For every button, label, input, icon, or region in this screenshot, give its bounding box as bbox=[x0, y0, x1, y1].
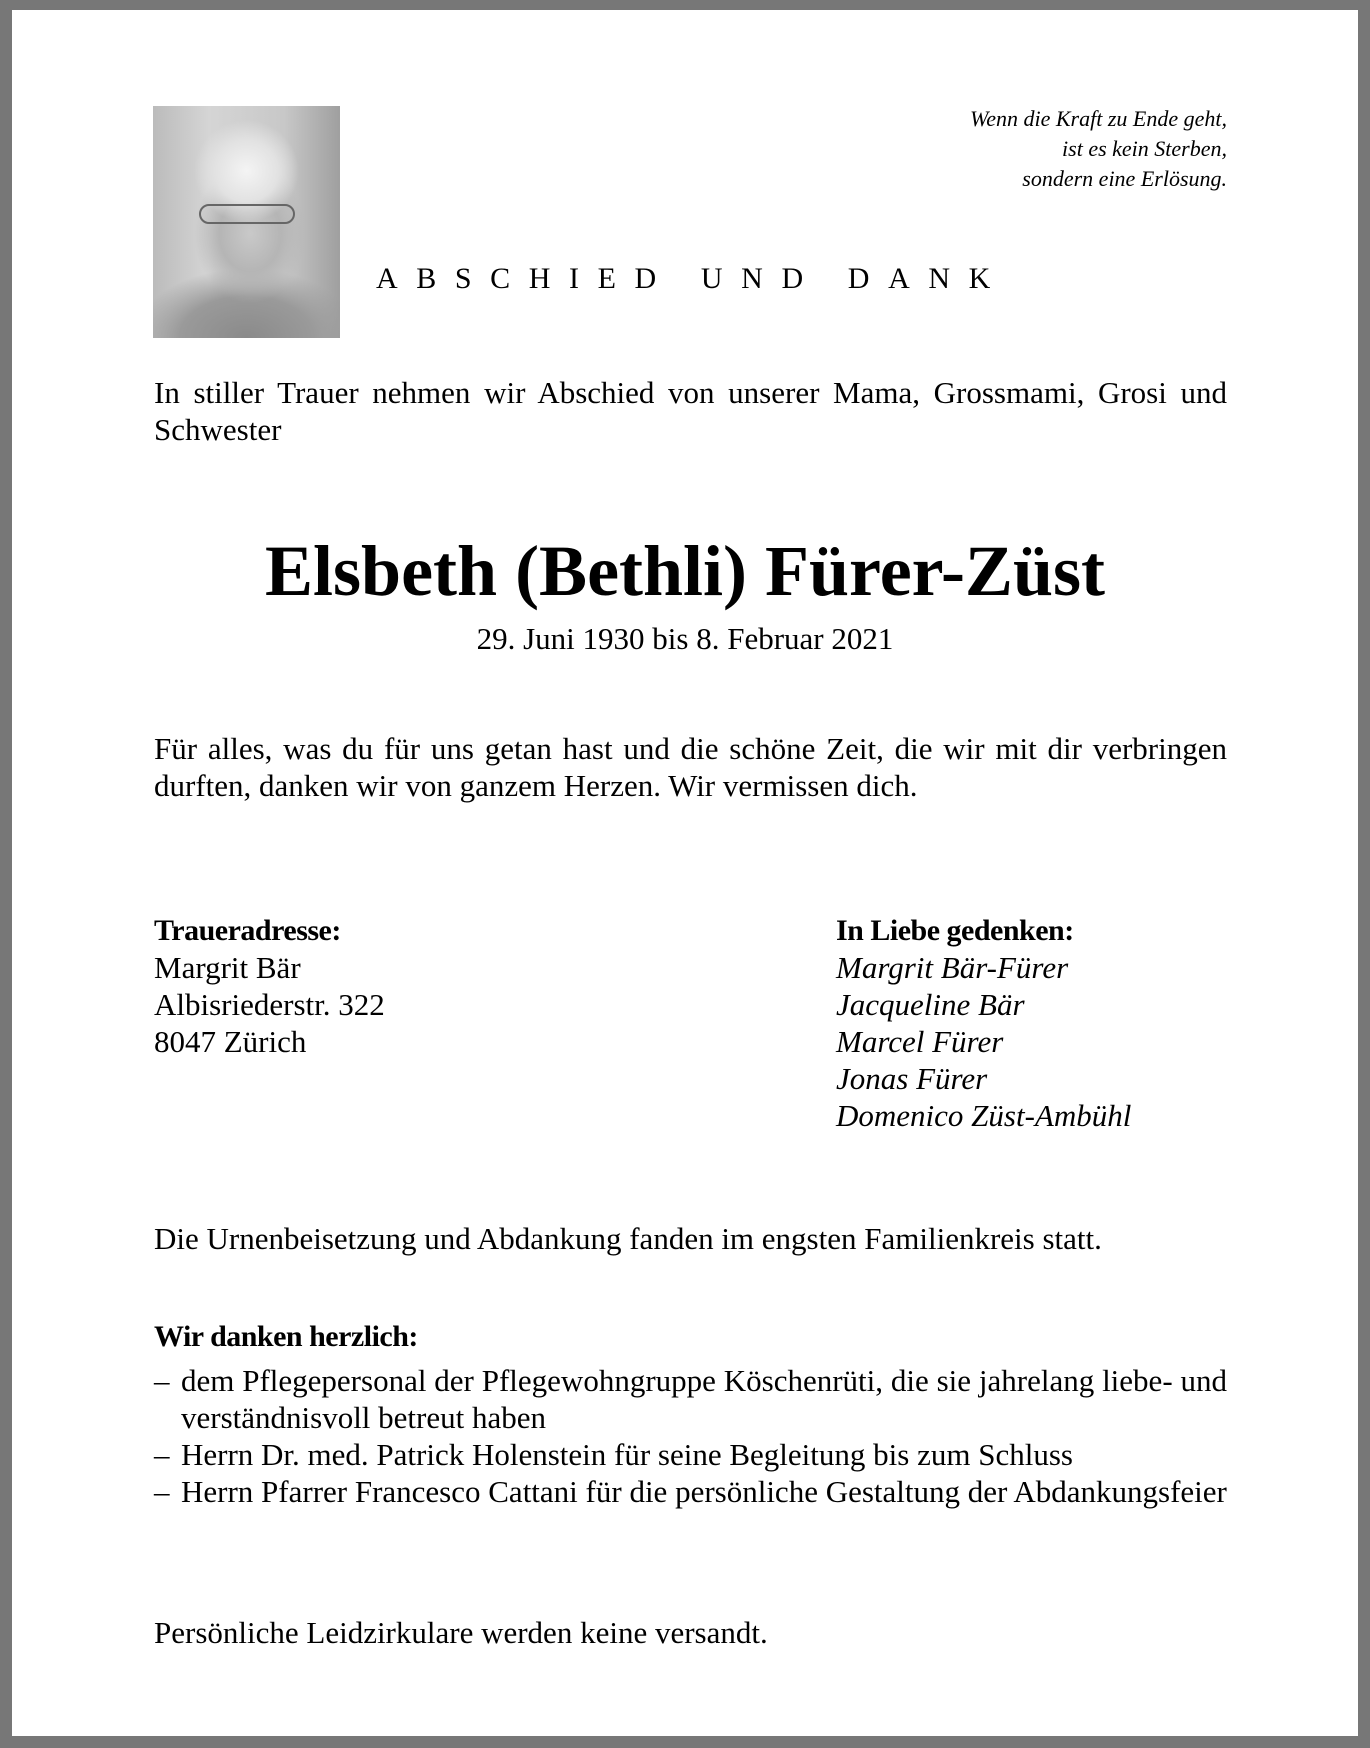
quote bbox=[970, 104, 1227, 194]
mourner-name: Margrit Bär-Fürer bbox=[836, 950, 1069, 985]
mourners-title: In Liebe gedenken: bbox=[836, 914, 1074, 947]
quote-line: Wenn die Kraft zu Ende geht, bbox=[969, 106, 1227, 131]
life-dates: 29. Juni 1930 bis 8. Februar 2021 bbox=[476, 621, 894, 656]
mourner-name: Marcel Fürer bbox=[836, 1024, 1004, 1059]
glasses-shape bbox=[199, 204, 295, 224]
mourner-name: Jacqueline Bär bbox=[836, 987, 1025, 1022]
address-title: Traueradresse: bbox=[154, 914, 341, 947]
gratitude-block bbox=[154, 1318, 1227, 1510]
thanks-text: Für alles, was du für uns getan hast und die schöne Zeit, die wir mit dir verbringen durften, danken wir von ganzem Herzen. Wir vermissen dich. bbox=[154, 731, 1227, 803]
gratitude-item: – dem Pflegepersonal der Pflegewohngruppe Köschenrüti, die sie jahrelang liebe- und verständnisvoll betreut haben bbox=[154, 1362, 1227, 1436]
intro-text: In stiller Trauer nehmen wir Abschied von unserer Mama, Grossmami, Grosi und Schwester bbox=[154, 375, 1227, 447]
quote-line: ist es kein Sterben, bbox=[1062, 136, 1227, 161]
mourner-name: Domenico Züst-Ambühl bbox=[836, 1098, 1132, 1133]
gratitude-item: – Herrn Pfarrer Francesco Cattani für die persönliche Gestaltung der Abdankungsfeier bbox=[154, 1473, 1227, 1510]
mourners-block bbox=[836, 912, 1131, 1134]
address-line: Albisriederstr. 322 bbox=[154, 987, 385, 1022]
deceased-name: Elsbeth (Bethli) Fürer-Züst bbox=[265, 531, 1105, 611]
portrait-photo bbox=[153, 106, 340, 338]
gratitude-item: – Herrn Dr. med. Patrick Holenstein für seine Begleitung bis zum Schluss bbox=[154, 1436, 1227, 1473]
address-block bbox=[154, 912, 385, 1060]
closing-text: Persönliche Leidzirkulare werden keine versandt. bbox=[154, 1615, 768, 1650]
heading: ABSCHIED UND DANK bbox=[376, 262, 1009, 295]
address-line: 8047 Zürich bbox=[154, 1024, 307, 1059]
quote-line: sondern eine Erlösung. bbox=[1022, 166, 1227, 191]
address-line: Margrit Bär bbox=[154, 950, 301, 985]
obituary-page bbox=[12, 10, 1358, 1736]
ceremony-text: Die Urnenbeisetzung und Abdankung fanden im engsten Familienkreis statt. bbox=[154, 1221, 1102, 1256]
mourner-name: Jonas Fürer bbox=[836, 1061, 988, 1096]
gratitude-title: Wir danken herzlich: bbox=[154, 1320, 418, 1353]
